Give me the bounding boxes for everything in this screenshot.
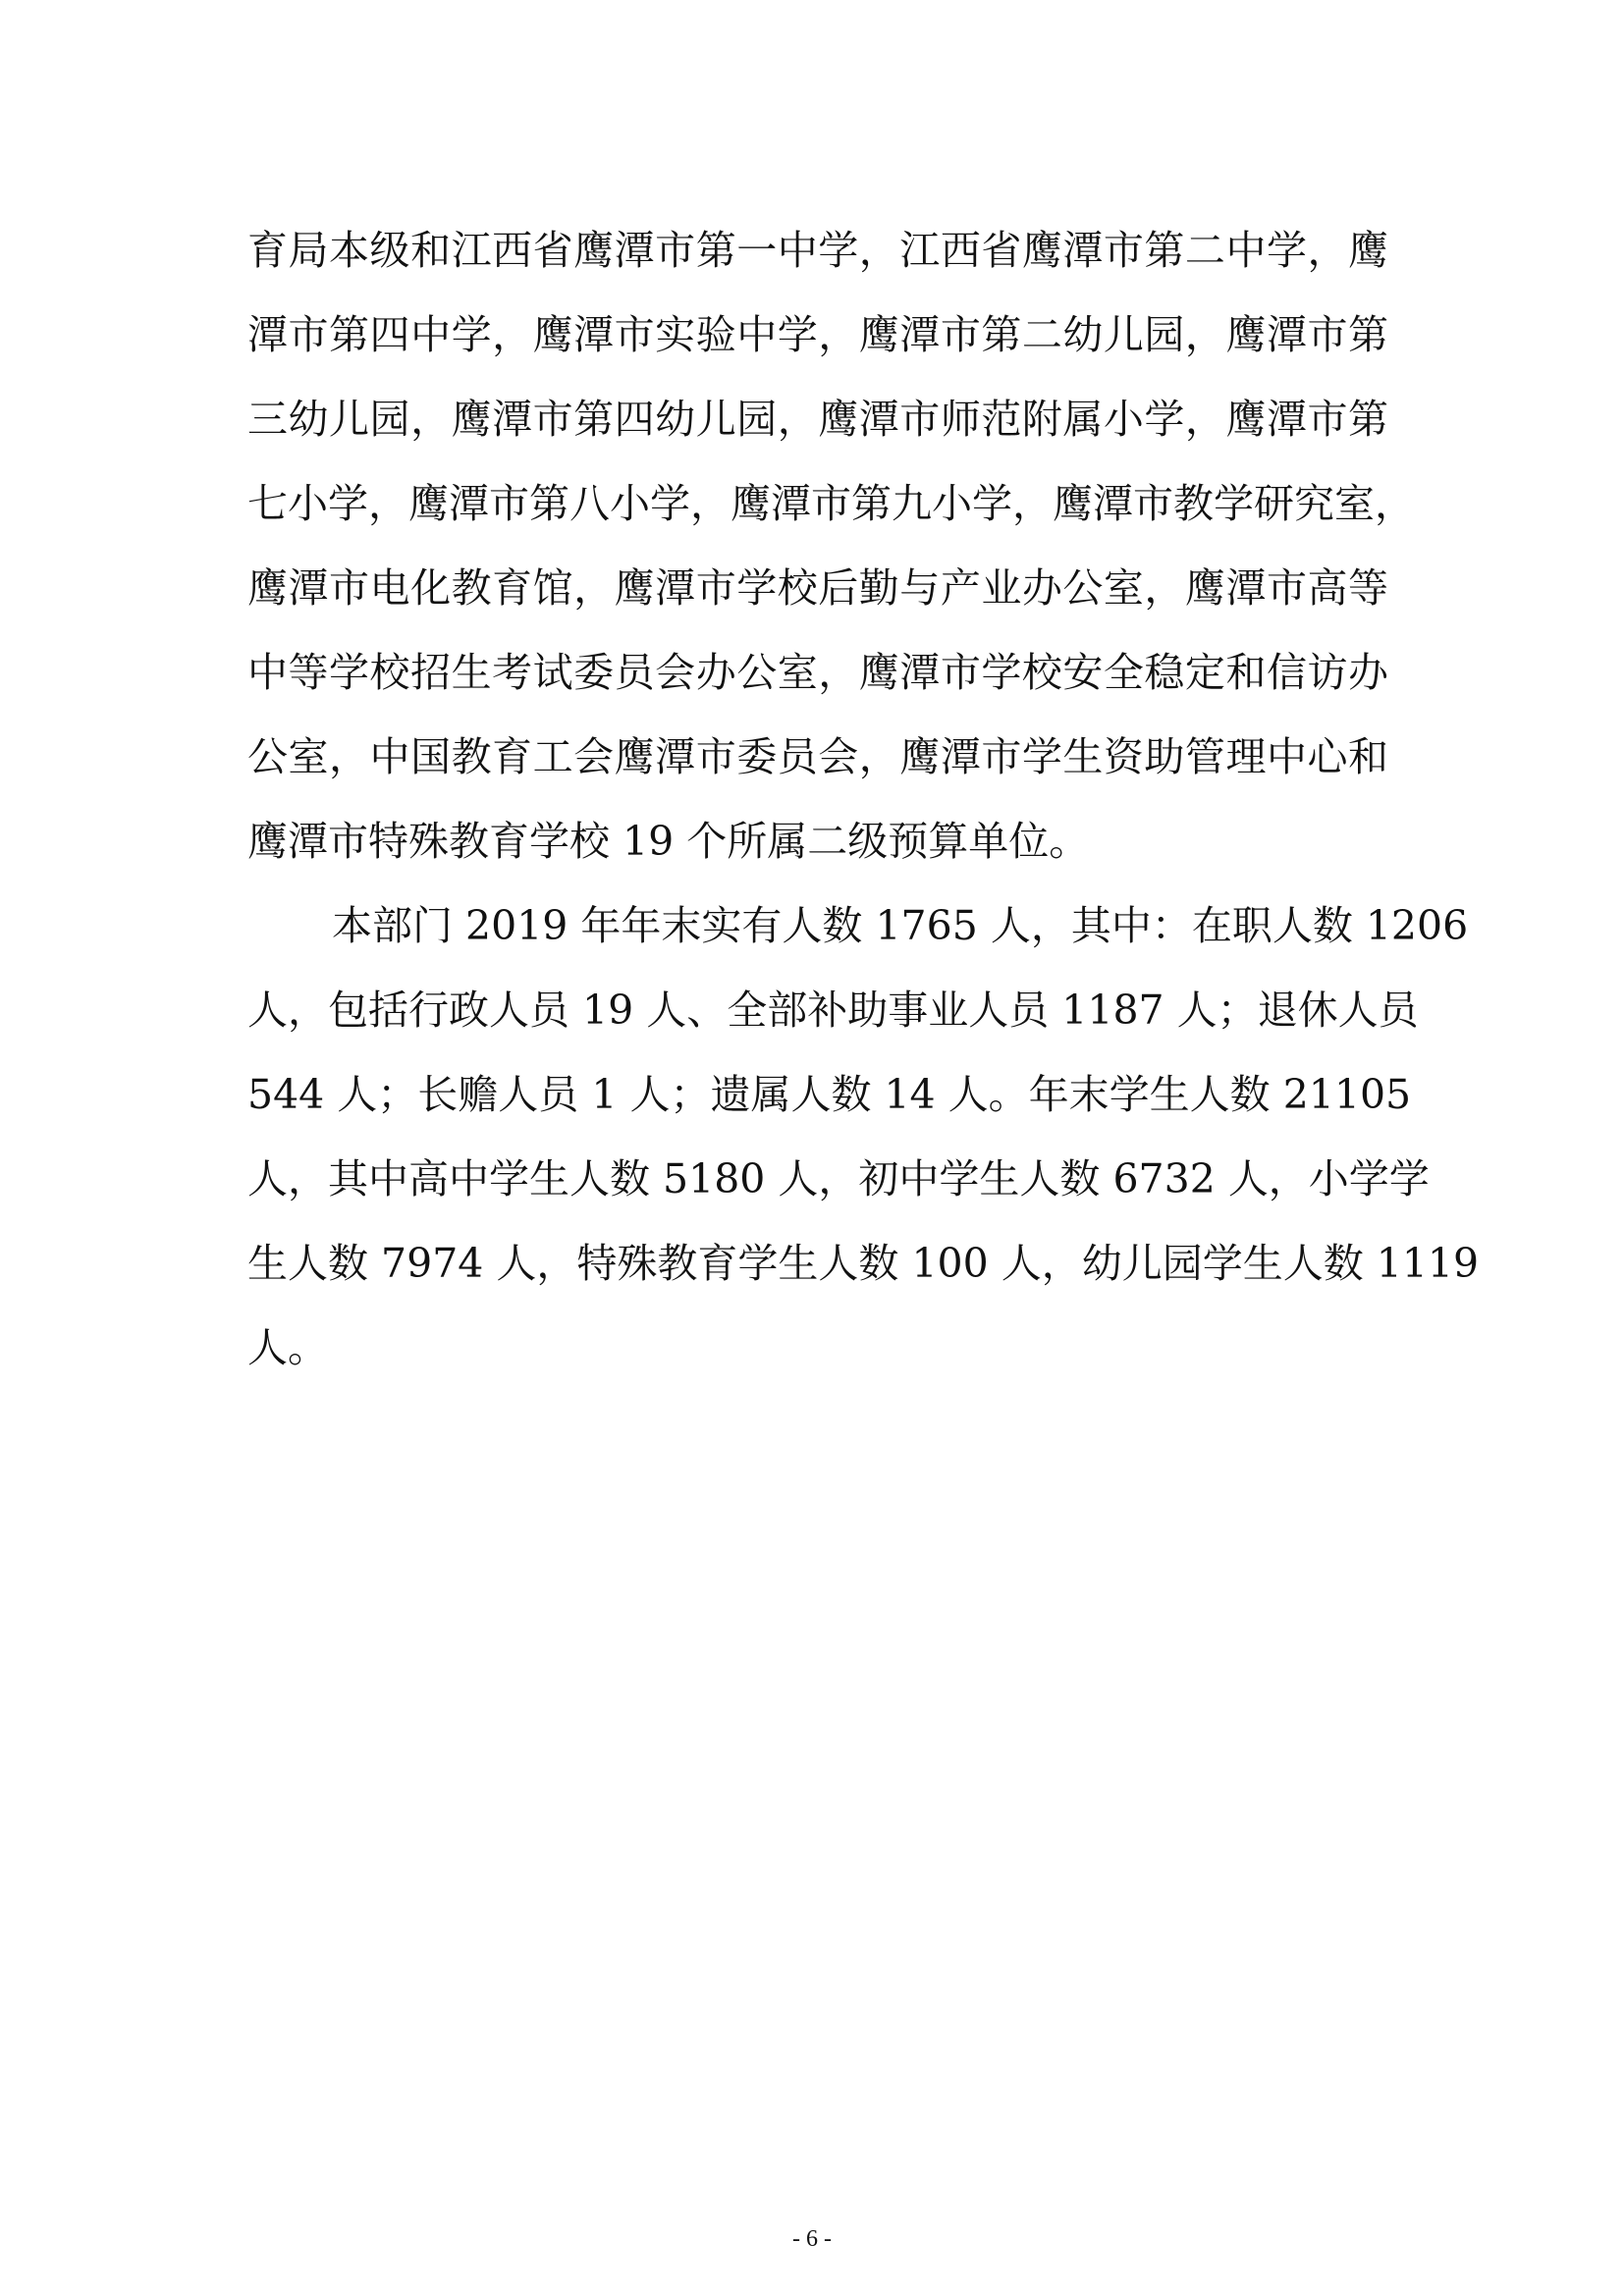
paragraph-staff-counts: [247, 883, 1480, 1390]
text-line: 潭市第四中学，鹰潭市实验中学，鹰潭市第二幼儿园，鹰潭市第: [247, 311, 1388, 358]
text-line: 育局本级和江西省鹰潭市第一中学，江西省鹰潭市第二中学，鹰: [247, 227, 1388, 274]
text-line: 本部门 2019 年年末实有人数 1765 人，其中：在职人数 1206: [332, 902, 1469, 949]
text-line: 三幼儿园，鹰潭市第四幼儿园，鹰潭市师范附属小学，鹰潭市第: [247, 396, 1388, 443]
page-number: - 6 -: [792, 2226, 832, 2252]
text-line: 中等学校招生考试委员会办公室，鹰潭市学校安全稳定和信访办: [247, 649, 1388, 696]
body-text: [247, 208, 1480, 1390]
text-line: 七小学，鹰潭市第八小学，鹰潭市第九小学，鹰潭市教学研究室，: [247, 480, 1415, 527]
text-line: 人。: [247, 1324, 328, 1371]
text-line: 生人数 7974 人，特殊教育学生人数 100 人，幼儿园学生人数 1119: [247, 1240, 1480, 1287]
text-line: 人，包括行政人员 19 人、全部补助事业人员 1187 人；退休人员: [247, 987, 1419, 1034]
paragraph-budget-units: [247, 208, 1415, 883]
text-line: 鹰潭市特殊教育学校 19 个所属二级预算单位。: [247, 818, 1090, 865]
text-line: 公室，中国教育工会鹰潭市委员会，鹰潭市学生资助管理中心和: [247, 733, 1388, 780]
text-line: 鹰潭市电化教育馆，鹰潭市学校后勤与产业办公室，鹰潭市高等: [247, 564, 1388, 612]
text-line: 544 人；长赡人员 1 人；遗属人数 14 人。年末学生人数 21105: [247, 1071, 1412, 1118]
text-line: 人，其中高中学生人数 5180 人，初中学生人数 6732 人，小学学: [247, 1155, 1430, 1202]
